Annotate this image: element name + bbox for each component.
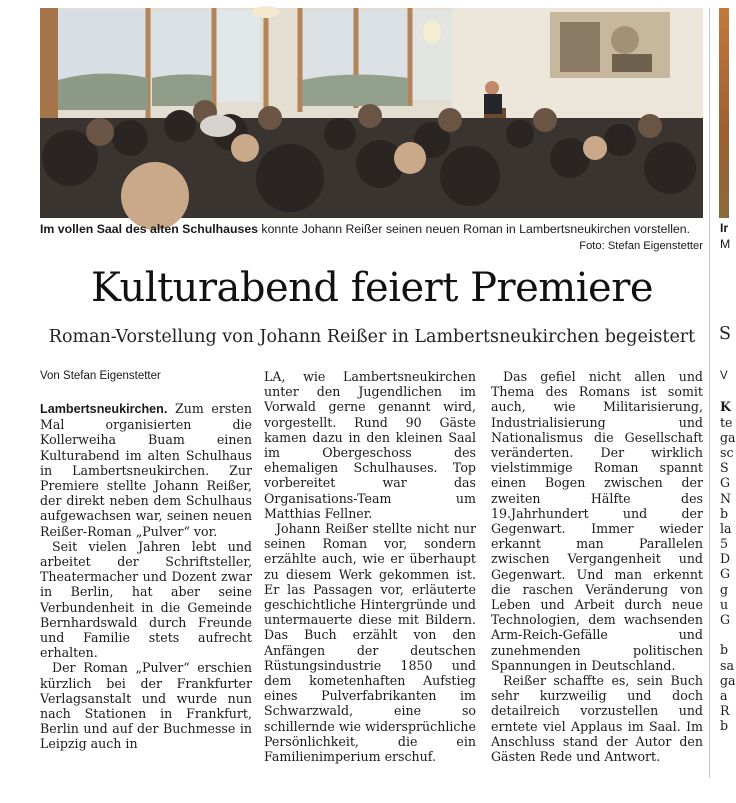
article-paragraph [40, 401, 252, 539]
adjacent-body-edge-line: G [720, 566, 731, 582]
adjacent-body-edge-line: u [720, 596, 729, 612]
article-byline: Von Stefan Eigenstetter [40, 370, 161, 382]
paragraph-text: Zum ersten Mal organisierten die Kollerweiha Buam einen Kulturabend im alten Schulhaus in Lambertsneukirchen. Zur Premiere stellte Johann Reißer, der direkt neben dem Schulhaus aufgewachsen war, seinen neuen Reißer-Roman „Pulver“ vor. [40, 401, 252, 539]
article-paragraph: Das gefiel nicht allen und Thema des Romans ist somit auch, wie Militarisierung, Industrialisierung und Nationalismus die Gesellschaft veränderten. Der wirklich vielstimmige Roman spannt einen Bogen zwischen der zweiten Hälfte des 19.Jahrhundert und der Gegenwart. Immer wieder erkannt man Parallelen zwischen Vergangenheit und Gegenwart. Und man erkennt die raschen Veränderung von Leben und Arbeit durch neue Technologien, dem wachsenden Arm-Reich-Gefälle und zunehmenden politischen Spannungen in Deutschland. [491, 369, 703, 673]
adjacent-body-edge-line: K [720, 399, 731, 415]
article-column-3 [491, 369, 703, 764]
adjacent-body-edge-line: G [720, 612, 731, 627]
adjacent-caption-edge-2: M [720, 237, 731, 251]
dateline: Lambertsneukirchen. [40, 402, 168, 416]
adjacent-byline-edge: V [720, 370, 728, 382]
caption-text: konnte Johann Reißer seinen neuen Roman in Lambertsneukirchen vorstellen. [258, 222, 691, 236]
photo-credit: Foto: Stefan Eigenstetter [579, 240, 703, 252]
adjacent-photo-edge [719, 8, 729, 218]
article-headline: Kulturabend feiert Premiere [91, 265, 653, 311]
adjacent-article-edge [720, 369, 736, 734]
adjacent-body-edge-line: b [720, 505, 729, 521]
adjacent-body-edge-line: sa [720, 657, 734, 673]
adjacent-body-edge-line: a [720, 687, 728, 703]
adjacent-body-edge-line: sc [720, 444, 734, 460]
adjacent-body-edge-line: R [720, 703, 730, 719]
adjacent-body-edge-line: ga [720, 672, 736, 688]
column-divider [709, 8, 710, 778]
adjacent-body-edge-line: la [720, 520, 732, 536]
article-subheadline: Roman-Vorstellung von Johann Reißer in Lambertsneukirchen begeistert [48, 327, 696, 347]
article-paragraph: Seit vielen Jahren lebt und arbeitet der Schriftsteller, Theatermacher und Dozent zwar in Berlin, hat aber seine Verbundenheit in die Gemeinde Bernhardswald durch Freunde und Familie stets aufrecht erhalten. [40, 538, 252, 661]
adjacent-body-edge-line: D [720, 551, 731, 567]
article-column-2 [264, 369, 476, 764]
adjacent-body-edge-line: b [720, 642, 729, 658]
audience-hall-photo-illustration [40, 8, 703, 218]
adjacent-body-edge-line: 5 [720, 536, 729, 552]
caption-lead: Im vollen Saal des alten Schulhauses [40, 222, 259, 236]
article-paragraph: Johann Reißer stellte nicht nur seinen Roman vor, sondern erzählte auch, wie er überhaupt zu diesem Werk gekommen ist. Er las Passagen vor, erläuterte geschichtliche Hintergründe und untermauerte diese mit Bildern. Das Buch erzählt von den Anfängen der deutschen Rüstungsindustrie 1850 und dem kometenhaften Aufstieg eines Pulverfabrikanten im Schwarzwald, eine so schillernde wie widersprüchliche Persönlichkeit, die ein Familienimperium erschuf. [264, 521, 476, 765]
article-photo [40, 8, 703, 218]
photo-caption [40, 221, 704, 237]
article-paragraph: Der Roman „Pulver“ erschien kürzlich bei der Frankfurter Verlagsanstalt und wurde nun nach Stationen in Frankfurt, Berlin und auf der Buchmesse in Leipzig auch in [40, 660, 252, 752]
adjacent-body-edge-line: N [720, 490, 732, 506]
adjacent-body-edge-line [720, 627, 732, 642]
adjacent-body-edge-line: ga [720, 429, 736, 445]
adjacent-subhead-edge: S [719, 324, 731, 344]
adjacent-body-edge-line: g [720, 581, 729, 597]
article-column-1 [40, 369, 252, 752]
article-paragraph: Reißer schaffte es, sein Buch sehr kurzweilig und doch detailreich vorzustellen und erntete viel Applaus im Saal. Im Anschluss stand der Autor den Gästen Rede und Antwort. [491, 673, 703, 765]
adjacent-body-edge-line: G [720, 475, 731, 491]
adjacent-caption-edge-1: Ir [720, 221, 729, 235]
adjacent-body-edge-line: S [720, 460, 729, 476]
article-paragraph: LA, wie Lambertsneukirchen unter den Jugendlichen im Vorwald gerne genannt wird, vorgestellt. Rund 90 Gäste kamen dazu in den kleinen Saal im Obergeschoss des ehemaligen Schulhauses. Top vorbereitet war das Organisations-Team um Matthias Fellner. [264, 369, 476, 521]
adjacent-body-edge-line: te [720, 414, 733, 430]
adjacent-body-edge-line: b [720, 718, 729, 734]
